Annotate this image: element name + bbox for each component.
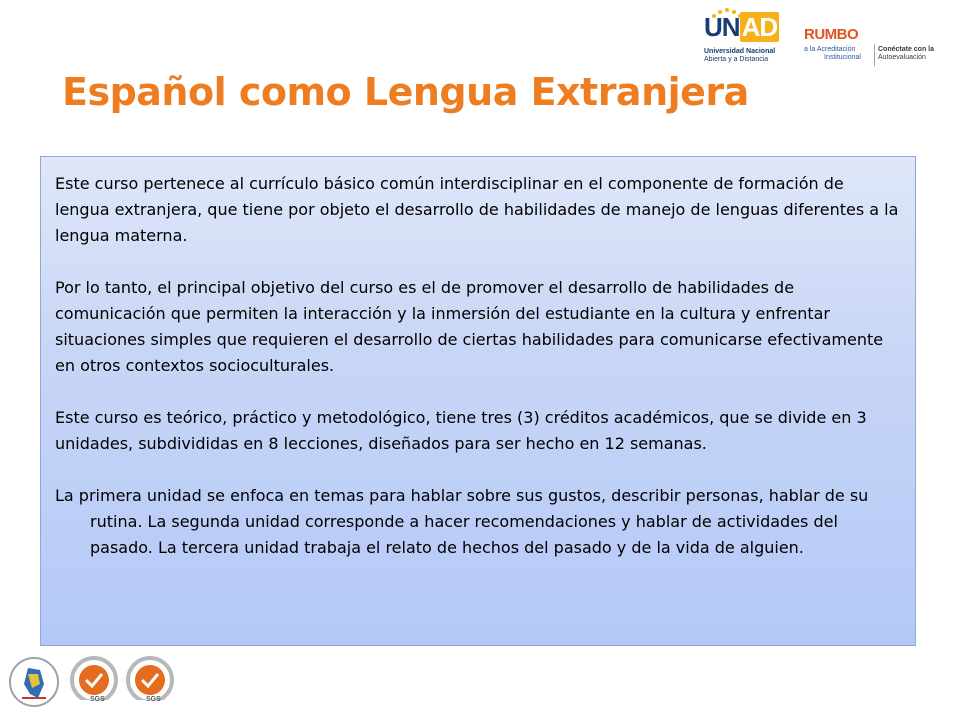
unad-wordmark: UNAD (704, 12, 778, 42)
paragraph-3: Este curso es teórico, práctico y metodológico, tiene tres (3) créditos académicos, que se divide en 3 unidades, subdivididas en 8 lecciones, diseñados para ser hecho en 12 semanas. (55, 408, 867, 453)
paragraph-1: Este curso pertenece al currículo básico común interdisciplinar en el componente de formación de lengua extranjera, que tiene por objeto el desarrollo de habilidades de manejo de lenguas diferentes a la lengua materna. (55, 174, 899, 245)
rumbo-logo (800, 18, 950, 68)
sgs-certification-seal-icon (68, 654, 120, 710)
sgs-label: SGS (90, 696, 105, 703)
unad-line1: Universidad Nacional (704, 48, 776, 55)
rumbo-divider (874, 44, 875, 66)
certification-seals (8, 654, 178, 714)
page-title: Español como Lengua Extranjera (62, 70, 749, 114)
unad-logo (700, 10, 786, 72)
paragraph-2: Por lo tanto, el principal objetivo del curso es el de promover el desarrollo de habilidades de comunicación que permiten la interacción y la inmersión del estudiante en la cultura y enfrentar situaciones simples que requieren el desarrollo de ciertas habilidades para comunicarse efectivamente en otros contextos socioculturales. (55, 278, 884, 375)
rumbo-right-line2: Autoevaluación (878, 54, 926, 61)
rumbo-right-line1: Conéctate con la (878, 46, 935, 53)
paragraph-4: La primera unidad se enfoca en temas para hablar sobre sus gustos, describir personas, hablar de su rutina. La segunda unidad corresponde a hacer recomendaciones y hablar de actividades del pasado. La tercera unidad trabaja el relato de hechos del pasado y de la vida de alguien. (55, 486, 869, 557)
unad-line2: Abierta y a Distancia (704, 56, 769, 63)
content-box (40, 156, 916, 646)
rumbo-wordmark: RUMBO (804, 26, 859, 43)
rumbo-line1: a la Acreditación (804, 46, 856, 53)
sgs-certification-seal-icon (124, 654, 176, 710)
rumbo-line2: Institucional (824, 54, 861, 61)
colombia-seal-icon (8, 654, 60, 710)
sgs-label: SGS (146, 696, 161, 703)
